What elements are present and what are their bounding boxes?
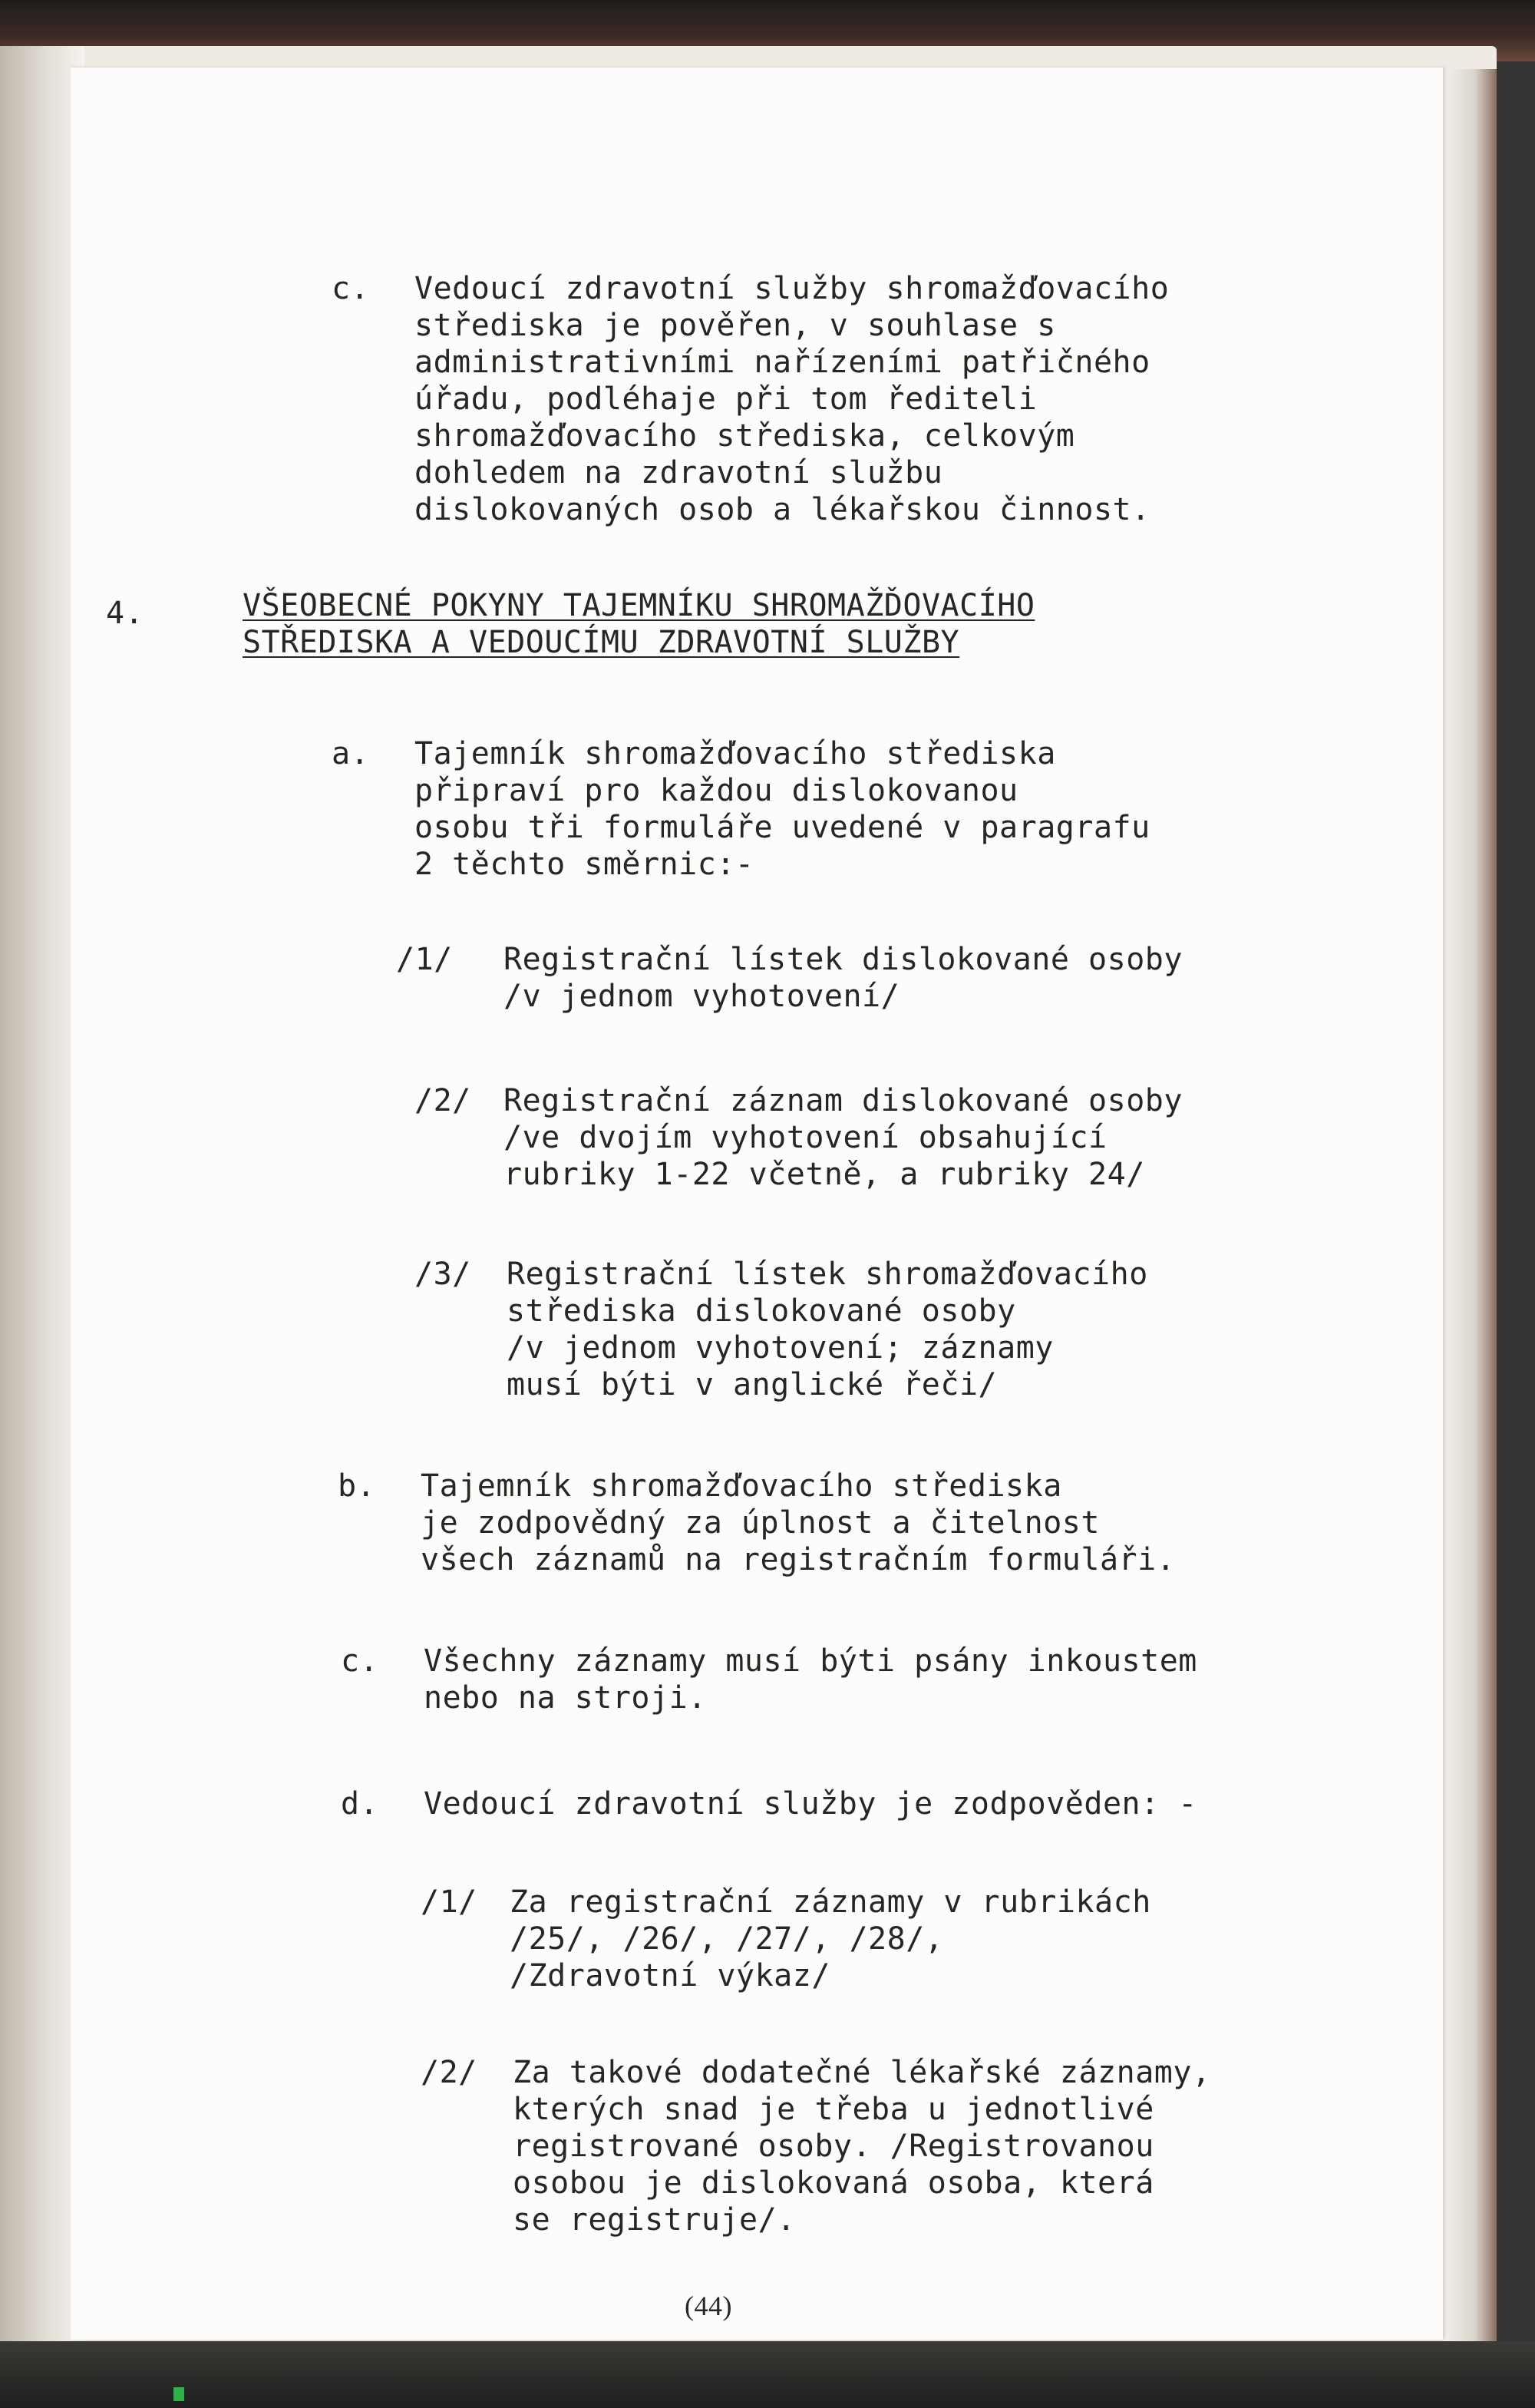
subitem-line: Registrační lístek dislokované osoby: [503, 942, 1183, 977]
subitem-label: /2/: [414, 1083, 471, 1118]
section-c-line: shromažďovacího střediska, celkovým: [414, 418, 1075, 454]
subitem-label: /1/: [396, 942, 453, 977]
section-c-label: c.: [332, 271, 370, 306]
item-b-line: je zodpovědný za úplnost a čitelnost: [421, 1505, 1100, 1541]
subitem-line: Za registrační záznamy v rubrikách: [510, 1884, 1151, 1920]
section-c-line: střediska je pověřen, v souhlase s: [414, 308, 1056, 343]
item-b-line: všech záznamů na registračním formuláři.: [421, 1542, 1176, 1577]
subitem-line: rubriky 1-22 včetně, a rubriky 24/: [503, 1157, 1145, 1192]
item-b-line: Tajemník shromažďovacího střediska: [421, 1468, 1062, 1504]
item-a-label: a.: [332, 736, 370, 771]
item-c-line: Všechny záznamy musí býti psány inkoustem: [424, 1643, 1197, 1679]
item-d-line: Vedoucí zdravotní služby je zodpověden: -: [424, 1786, 1197, 1822]
item-c-label: c.: [341, 1643, 379, 1679]
subitem-line: střediska dislokované osoby: [507, 1293, 1016, 1329]
item-c-line: nebo na stroji.: [424, 1680, 707, 1716]
subitem-line: kterých snad je třeba u jednotlivé: [513, 2092, 1154, 2127]
item-a-line: připraví pro každou dislokovanou: [414, 773, 1018, 808]
subitem-line: /Zdravotní výkaz/: [510, 1958, 830, 1993]
subitem-line: /v jednom vyhotovení; záznamy: [507, 1330, 1054, 1366]
section-4-heading: VŠEOBECNÉ POKYNY TAJEMNÍKU SHROMAŽĎOVACÍHO: [243, 588, 1035, 623]
item-a-line: osobu tři formuláře uvedené v paragrafu: [414, 810, 1150, 845]
item-a-line: 2 těchto směrnic:-: [414, 847, 754, 882]
item-d-label: d.: [341, 1786, 379, 1822]
section-c-line: dohledem na zdravotní službu: [414, 455, 943, 491]
subitem-line: Registrační záznam dislokované osoby: [503, 1083, 1183, 1118]
subitem-line: musí býti v anglické řeči/: [507, 1367, 998, 1402]
subitem-line: registrované osoby. /Registrovanou: [513, 2129, 1154, 2164]
section-4-number: 4.: [106, 596, 144, 631]
subitem-line: osobou je dislokovaná osoba, která: [513, 2165, 1154, 2201]
subitem-label: /2/: [421, 2055, 477, 2090]
subitem-line: /v jednom vyhotovení/: [503, 979, 900, 1014]
item-a-line: Tajemník shromažďovacího střediska: [414, 736, 1056, 771]
section-c-line: úřadu, podléhaje při tom řediteli: [414, 382, 1038, 417]
subitem-line: se registruje/.: [513, 2202, 796, 2238]
section-c-line: dislokovaných osob a lékařskou činnost.: [414, 492, 1150, 527]
subitem-label: /3/: [414, 1257, 471, 1292]
subitem-line: Registrační lístek shromažďovacího: [507, 1257, 1148, 1292]
section-c-line: administrativními nařízeními patřičného: [414, 345, 1150, 380]
subitem-label: /1/: [421, 1884, 477, 1920]
page-number: (44): [685, 2291, 732, 2321]
section-4-heading: STŘEDISKA A VEDOUCÍMU ZDRAVOTNÍ SLUŽBY: [243, 625, 960, 660]
item-b-label: b.: [338, 1468, 376, 1504]
subitem-line: /ve dvojím vyhotovení obsahující: [503, 1120, 1108, 1155]
section-c-line: Vedoucí zdravotní služby shromažďovacího: [414, 271, 1170, 306]
subitem-line: /25/, /26/, /27/, /28/,: [510, 1921, 944, 1957]
subitem-line: Za takové dodatečné lékařské záznamy,: [513, 2055, 1211, 2090]
